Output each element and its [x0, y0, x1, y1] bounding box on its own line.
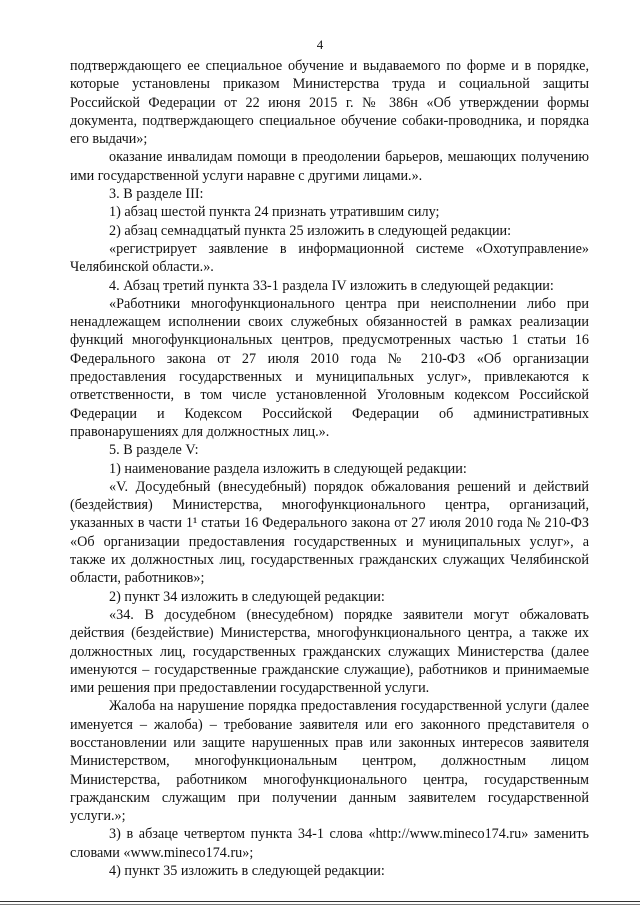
paragraph: 1) наименование раздела изложить в следующей редакции: [109, 460, 467, 477]
paragraph: «V. Досудебный (внесудебный) порядок обжалования решений и действий (бездействия) Министерства, многофункционального центра, организаций, указанных в части 1¹ статьи 16 Федерального закона от 27 июля 2010 года № 210-ФЗ «Об организации предоставления государственных и муниципальных услуг», а также их должностных лиц, государственных гражданских служащих Челябинской области, работников»; [70, 478, 589, 587]
paragraph: 4) пункт 35 изложить в следующей редакции: [109, 863, 385, 880]
paragraph: «34. В досудебном (внесудебном) порядке заявители могут обжаловать действия (бездействие) Министерства, многофункционального центра, а также их должностных лиц, государственных гражданских служащих Министерства (далее именуются – государственные гражданские служащие), работников и принимаемые ими решения при предоставлении государственной услуги. [70, 606, 589, 697]
section-heading: 3. В разделе III: [109, 186, 204, 203]
paragraph: 3) в абзаце четвертом пункта 34-1 слова «http://www.mineco174.ru» заменить словами «www.mineco174.ru»; [70, 826, 589, 861]
paragraph: оказание инвалидам помощи в преодолении барьеров, мешающих получению ими государственной услуги наравне с другими лицами.». [70, 149, 589, 184]
paragraph: «регистрирует заявление в информационной системе «Охотуправление» Челябинской области.». [70, 240, 589, 276]
page-number: 4 [316, 37, 324, 52]
paragraph: подтверждающего ее специальное обучение и выдаваемого по форме и в порядке, которые установлены приказом Министерства труда и социальной защиты Российской Федерации от 22 июня 2015 г. № 386н «Об утверждении формы документа, подтверждающего специальное обучение собаки-проводника, и порядка его выдачи»; [70, 58, 589, 148]
paragraph: 2) пункт 34 изложить в следующей редакции: [109, 588, 385, 605]
section-heading: 5. В разделе V: [109, 442, 199, 459]
document-body [70, 57, 589, 880]
paragraph: 1) абзац шестой пункта 24 признать утратившим силу; [109, 204, 440, 221]
paragraph: 2) абзац семнадцатый пункта 25 изложить в следующей редакции: [109, 222, 512, 239]
scan-edge-line [0, 901, 640, 902]
paragraph: «Работники многофункционального центра при неисполнении либо при ненадлежащем исполнении своих служебных обязанностей в рамках реализации функций многофункциональных центров, предусмотренных частью 1 статьи 16 Федерального закона от 27 июля 2010 года № 210-ФЗ «Об организации предоставления государственных и муниципальных услуг», привлекаются к ответственности, в том числе установленной Уголовным кодексом Российской Федерации и Кодексом Российской Федерации об административных правонарушениях для должностных лиц.». [70, 295, 589, 440]
section-heading: 4. Абзац третий пункта 33-1 раздела IV изложить в следующей редакции: [109, 277, 554, 294]
paragraph: Жалоба на нарушение порядка предоставления государственной услуги (далее именуется – жалоба) – требование заявителя или его законного представителя о восстановлении или защите нарушенных прав или законных интересов заявителя Министерством, многофункциональным центром, должностным лицом Министерства, работником многофункционального центра, государственным гражданским служащим при получении данным заявителем государственной услуги.»; [70, 698, 589, 825]
